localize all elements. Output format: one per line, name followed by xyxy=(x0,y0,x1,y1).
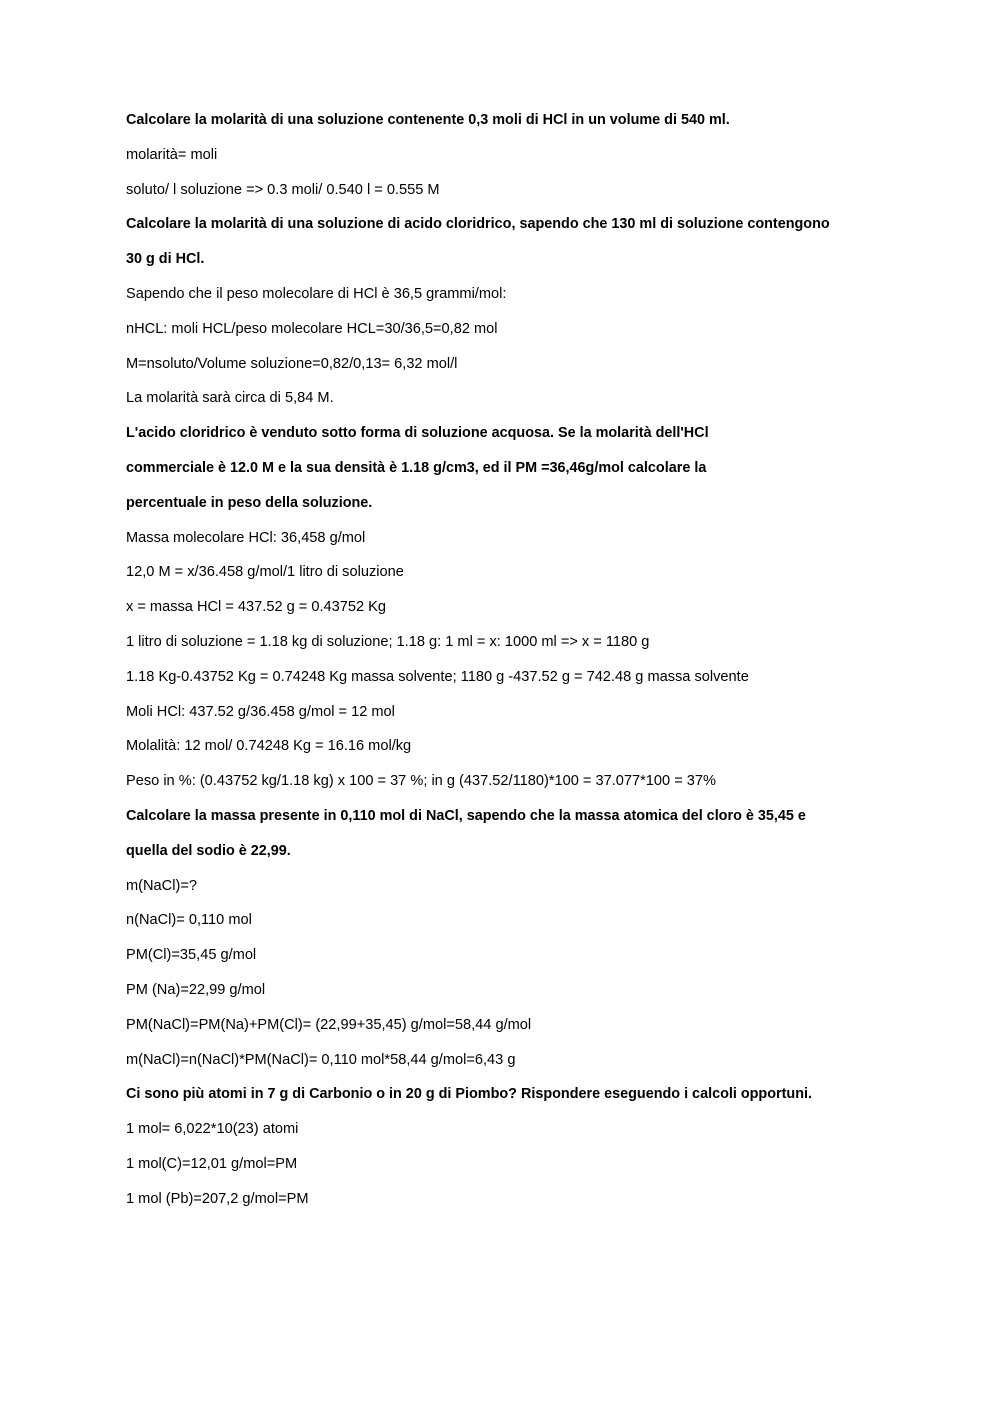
solution-line: PM (Na)=22,99 g/mol xyxy=(126,981,266,998)
problem-2-heading: Calcolare la molarità di una soluzione di acido cloridrico, sapendo che 130 ml di soluzione contengono xyxy=(126,216,830,233)
solution-line: PM(Cl)=35,45 g/mol xyxy=(126,947,257,964)
solution-line: 1 mol (Pb)=207,2 g/mol=PM xyxy=(126,1190,309,1207)
solution-line: Molalità: 12 mol/ 0.74248 Kg = 16.16 mol/kg xyxy=(126,738,412,755)
problem-3-heading: L'acido cloridrico è venduto sotto forma di soluzione acquosa. Se la molarità dell'HCl xyxy=(126,425,709,442)
solution-line: m(NaCl)=n(NaCl)*PM(NaCl)= 0,110 mol*58,44 g/mol=6,43 g xyxy=(126,1051,516,1068)
document-body xyxy=(126,106,866,1220)
solution-line: nHCL: moli HCL/peso molecolare HCL=30/36,5=0,82 mol xyxy=(126,320,498,337)
solution-line: 12,0 M = x/36.458 g/mol/1 litro di soluzione xyxy=(126,564,404,581)
solution-line: La molarità sarà circa di 5,84 M. xyxy=(126,390,334,407)
solution-line: Massa molecolare HCl: 36,458 g/mol xyxy=(126,529,366,546)
solution-line: Moli HCl: 437.52 g/36.458 g/mol = 12 mol xyxy=(126,703,395,720)
solution-line: 1 litro di soluzione = 1.18 kg di soluzione; 1.18 g: 1 ml = x: 1000 ml => x = 1180 g xyxy=(126,633,650,650)
solution-line: 1 mol= 6,022*10(23) atomi xyxy=(126,1121,299,1138)
solution-line: Peso in %: (0.43752 kg/1.18 kg) x 100 = 37 %; in g (437.52/1180)*100 = 37.077*100 = 37% xyxy=(126,773,716,790)
problem-5-heading: Ci sono più atomi in 7 g di Carbonio o in 20 g di Piombo? Rispondere eseguendo i calcoli opportuni. xyxy=(126,1086,812,1103)
problem-3-heading-continued: percentuale in peso della soluzione. xyxy=(126,494,373,511)
solution-line: n(NaCl)= 0,110 mol xyxy=(126,912,252,929)
problem-4-heading: Calcolare la massa presente in 0,110 mol di NaCl, sapendo che la massa atomica del cloro è 35,45 e xyxy=(126,807,806,824)
solution-line: Sapendo che il peso molecolare di HCl è 36,5 grammi/mol: xyxy=(126,285,507,302)
solution-line: x = massa HCl = 437.52 g = 0.43752 Kg xyxy=(126,599,387,616)
solution-line: 1 mol(C)=12,01 g/mol=PM xyxy=(126,1155,298,1172)
solution-line: M=nsoluto/Volume soluzione=0,82/0,13= 6,32 mol/l xyxy=(126,355,458,372)
solution-line: molarità= moli xyxy=(126,146,218,163)
problem-4-heading-continued: quella del sodio è 22,99. xyxy=(126,842,291,859)
problem-3-heading-continued: commerciale è 12.0 M e la sua densità è 1.18 g/cm3, ed il PM =36,46g/mol calcolare la xyxy=(126,459,707,476)
problem-2-heading-continued: 30 g di HCl. xyxy=(126,251,205,268)
solution-line: m(NaCl)=? xyxy=(126,877,197,894)
solution-line: 1.18 Kg-0.43752 Kg = 0.74248 Kg massa solvente; 1180 g -437.52 g = 742.48 g massa solvente xyxy=(126,668,749,685)
solution-line: soluto/ l soluzione => 0.3 moli/ 0.540 l = 0.555 M xyxy=(126,181,440,198)
solution-line: PM(NaCl)=PM(Na)+PM(Cl)= (22,99+35,45) g/mol=58,44 g/mol xyxy=(126,1016,532,1033)
problem-1-heading: Calcolare la molarità di una soluzione contenente 0,3 moli di HCl in un volume di 540 ml. xyxy=(126,112,730,128)
